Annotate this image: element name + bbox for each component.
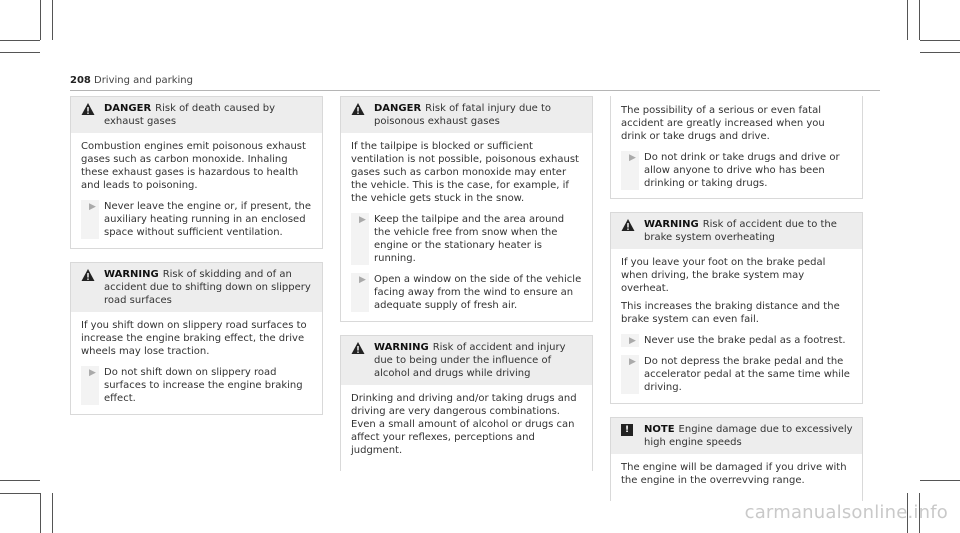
step-text: Do not drink or take drugs and drive or allow anyone to drive who has been drinking or taking drugs. <box>644 152 840 189</box>
warning-header <box>341 336 592 385</box>
step-arrow-icon: ▶ <box>359 215 366 225</box>
warning-keyword: WARNING <box>644 219 699 230</box>
danger-title: Risk of death caused by exhaust gases <box>104 103 276 127</box>
warning-box-alcohol <box>340 335 593 471</box>
warning-text: If you leave your foot on the brake pedal when driving, the brake system may overheat. <box>621 257 826 294</box>
instruction-step <box>351 273 582 312</box>
danger-box-tailpipe <box>340 96 593 322</box>
note-box-engine <box>610 417 863 501</box>
page-header <box>70 75 880 89</box>
danger-keyword: DANGER <box>104 103 152 114</box>
column-3 <box>610 96 863 501</box>
note-exclamation-icon: ! <box>621 424 633 436</box>
warning-body <box>341 385 592 471</box>
crop-mark <box>920 52 960 53</box>
crop-mark <box>0 52 40 53</box>
danger-keyword: DANGER <box>374 103 422 114</box>
column-1 <box>70 96 323 415</box>
step-text: Do not shift down on slippery road surfaces to increase the engine braking effect. <box>104 367 303 404</box>
danger-header <box>71 97 322 133</box>
step-arrow-icon: ▶ <box>629 336 636 346</box>
warning-triangle-icon <box>351 341 365 355</box>
warning-header <box>611 213 862 249</box>
instruction-step <box>81 200 312 239</box>
warning-keyword: WARNING <box>104 269 159 280</box>
crop-mark <box>40 493 41 533</box>
danger-body <box>71 133 322 248</box>
crop-mark <box>52 0 53 40</box>
instruction-step <box>81 366 312 405</box>
step-arrow-icon: ▶ <box>89 368 96 378</box>
note-title: Engine damage due to excessively high engine speeds <box>644 424 853 448</box>
warning-triangle-icon <box>81 102 95 116</box>
crop-mark <box>0 480 40 481</box>
warning-body <box>71 312 322 414</box>
step-text: Never use the brake pedal as a footrest. <box>644 335 846 346</box>
header-divider <box>70 90 880 91</box>
warning-text: This increases the braking distance and the brake system can even fail. <box>621 301 840 325</box>
warning-continued <box>610 96 863 199</box>
watermark: carmanualsonline.info <box>744 502 948 523</box>
step-text: Open a window on the side of the vehicle facing away from the wind to ensure an adequate supply of fresh air. <box>374 274 582 311</box>
crop-mark <box>907 0 908 40</box>
instruction-step <box>621 355 852 394</box>
continued-text: The possibility of a serious or even fatal accident are greatly increased when you drink or take drugs and drive. <box>621 105 825 142</box>
danger-body <box>341 133 592 321</box>
step-text: Never leave the engine or, if present, the auxiliary heating running in an enclosed space without sufficient ventilation. <box>104 201 312 238</box>
column-2 <box>340 96 593 471</box>
step-arrow-icon: ▶ <box>629 153 636 163</box>
page-number: 208 <box>70 75 91 86</box>
instruction-step <box>351 213 582 265</box>
warning-triangle-icon <box>351 102 365 116</box>
crop-mark <box>40 0 41 40</box>
warning-text: Drinking and driving and/or taking drugs and driving are very dangerous combinations. Even a small amount of alcohol or drugs can affect your reflexes, perceptions and judgment. <box>351 393 577 456</box>
step-text: Do not depress the brake pedal and the accelerator pedal at the same time while driving. <box>644 356 850 393</box>
note-body <box>611 454 862 501</box>
step-text: Keep the tailpipe and the area around the vehicle free from snow when the engine or the stationary heater is running. <box>374 214 565 264</box>
warning-text: If you shift down on slippery road surfaces to increase the engine braking effect, the drive wheels may lose traction. <box>81 320 307 357</box>
section-title: Driving and parking <box>94 75 193 86</box>
warning-title: Risk of accident and injury due to being under the influence of alcohol and drugs while driving <box>374 342 566 379</box>
instruction-step <box>621 151 852 190</box>
note-text: The engine will be damaged if you drive with the engine in the overrevving range. <box>621 462 847 486</box>
warning-box-skidding <box>70 262 323 415</box>
danger-header <box>341 97 592 133</box>
danger-text: Combustion engines emit poisonous exhaust gases such as carbon monoxide. Inhaling these exhaust gases is hazardous to health and leads to poisoning. <box>81 141 306 191</box>
warning-keyword: WARNING <box>374 342 429 353</box>
step-arrow-icon: ▶ <box>359 275 366 285</box>
danger-text: If the tailpipe is blocked or sufficient ventilation is not possible, poisonous exhaust gases such as carbon monoxide may enter the vehicle. This is the case, for example, if the vehicle gets stuck in the snow. <box>351 141 579 204</box>
warning-body <box>611 249 862 403</box>
instruction-step <box>621 334 852 347</box>
note-header <box>611 418 862 454</box>
crop-mark <box>0 493 40 494</box>
crop-mark <box>52 493 53 533</box>
crop-mark <box>920 40 960 41</box>
crop-mark <box>0 40 40 41</box>
warning-header <box>71 263 322 312</box>
warning-triangle-icon <box>81 268 95 282</box>
warning-title: Risk of accident due to the brake system overheating <box>644 219 837 243</box>
note-keyword: NOTE <box>644 424 675 435</box>
step-arrow-icon: ▶ <box>629 357 636 367</box>
warning-title: Risk of skidding and of an accident due to shifting down on slippery road surfaces <box>104 269 311 306</box>
danger-box-exhaust <box>70 96 323 249</box>
crop-mark <box>919 0 920 40</box>
danger-title: Risk of fatal injury due to poisonous exhaust gases <box>374 103 552 127</box>
warning-triangle-icon <box>621 218 635 232</box>
step-arrow-icon: ▶ <box>89 202 96 212</box>
warning-box-brake <box>610 212 863 404</box>
crop-mark <box>920 480 960 481</box>
